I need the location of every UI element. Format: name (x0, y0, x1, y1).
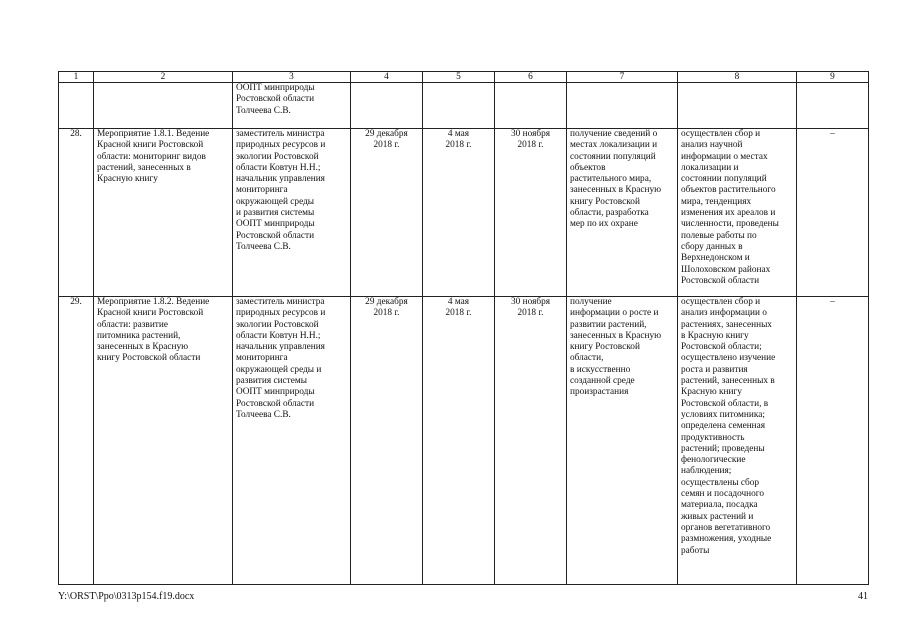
table-cell (351, 83, 423, 129)
row-number: 29. (59, 297, 94, 585)
header-col-8: 8 (678, 72, 797, 83)
table-cell (94, 83, 233, 129)
event-cell: Мероприятие 1.8.1. Ведение Красной книги Ростовской области: мониторинг видов растений, занесенных в Красную книгу (94, 129, 233, 297)
table-cell (567, 83, 678, 129)
header-col-9: 9 (797, 72, 869, 83)
table-row (59, 297, 869, 585)
date-cell: 30 ноября 2018 г. (495, 297, 567, 585)
table-cell (797, 83, 869, 129)
actual-result-cell: осуществлен сбор и анализ информации о растениях, занесенных в Красную книгу Ростовской области; осуществлено изучение роста и развития растений, занесенных в Красную книгу Ростовской области, в условиях питомника; определена семенная продуктивность растений; проведены фенологические наблюдения; осуществлены сбор семян и посадочного материала, посадка живых растений и органов вегетативного размножения, уходные работы (678, 297, 797, 585)
file-path: Y:\ORST\Ppo\0313p154.f19.docx (58, 591, 195, 602)
header-row (59, 72, 869, 83)
continuation-row (59, 83, 869, 129)
note-cell: – (797, 129, 869, 297)
table-row (59, 129, 869, 297)
date-cell: 29 декабря 2018 г. (351, 297, 423, 585)
actual-result-cell: осуществлен сбор и анализ научной информации о местах локализации и состоянии популяций объектов растительного мира, тенденциях изменения их ареалов и численности, проведены полевые работы по сбору данных в Верхнедонском и Шолоховском районах Ростовской области (678, 129, 797, 297)
table-cell (678, 83, 797, 129)
expected-result-cell: получение сведений о местах локализации и состоянии популяций объектов растительного мира, занесенных в Красную книгу Ростовской области, разработка мер по их охране (567, 129, 678, 297)
report-table (58, 71, 869, 585)
table-cell (423, 83, 495, 129)
date-cell: 4 мая 2018 г. (423, 129, 495, 297)
header-col-3: 3 (233, 72, 351, 83)
header-col-7: 7 (567, 72, 678, 83)
header-col-1: 1 (59, 72, 94, 83)
header-col-4: 4 (351, 72, 423, 83)
note-cell: – (797, 297, 869, 585)
header-col-2: 2 (94, 72, 233, 83)
date-cell: 29 декабря 2018 г. (351, 129, 423, 297)
responsible-cell: заместитель министра природных ресурсов и экологии Ростовской области Ковтун Н.Н.; начальник управления мониторинга окружающей среды и развития системы ООПТ минприроды Ростовской области Толчеева С.В. (233, 297, 351, 585)
table-cell (495, 83, 567, 129)
date-cell: 30 ноября 2018 г. (495, 129, 567, 297)
responsible-cell: ООПТ минприроды Ростовской области Толчеева С.В. (233, 83, 351, 129)
table-cell (59, 83, 94, 129)
row-number: 28. (59, 129, 94, 297)
event-cell: Мероприятие 1.8.2. Ведение Красной книги Ростовской области: развитие питомника растений, занесенных в Красную книгу Ростовской области (94, 297, 233, 585)
date-cell: 4 мая 2018 г. (423, 297, 495, 585)
expected-result-cell: получение информации о росте и развитии растений, занесенных в Красную книгу Ростовской области, в искусственно созданной среде произрастания (567, 297, 678, 585)
header-col-6: 6 (495, 72, 567, 83)
page-number: 41 (858, 591, 868, 602)
responsible-cell: заместитель министра природных ресурсов и экологии Ростовской области Ковтун Н.Н.; начальник управления мониторинга окружающей среды и развития системы ООПТ минприроды Ростовской области Толчеева С.В. (233, 129, 351, 297)
header-col-5: 5 (423, 72, 495, 83)
